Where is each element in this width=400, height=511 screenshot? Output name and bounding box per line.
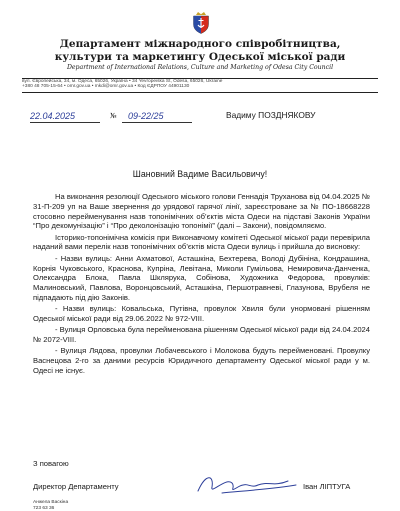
- closing: З повагою: [33, 459, 69, 468]
- executor-name: Анжела Васкіна: [33, 500, 68, 506]
- number-sign: №: [110, 112, 117, 120]
- paragraph: - Вулиця Орловська була перейменована рішенням Одеської міської ради від 24.04.2024 № 2072-VIII.: [33, 325, 370, 345]
- signatory-name: Іван ЛІПТУГА: [303, 482, 350, 491]
- registration-number: 09-22/25: [128, 111, 164, 121]
- date-underline: [30, 122, 100, 123]
- contacts-line: +380 48 705-15-64 • omr.gov.ua • mkdi@omr.gov.ua • Код ЄДРПОУ 44901130: [22, 84, 378, 89]
- registration-block: [30, 108, 210, 132]
- letterhead-address: [22, 79, 378, 89]
- signatory-title: Директор Департаменту: [33, 482, 119, 491]
- addressee: Вадиму ПОЗДНЯКОВУ: [226, 110, 315, 120]
- paragraph: На виконання резолюції Одеського міського голови Геннадія Труханова від 04.04.2025 № 31-П-209 уп на Ваше звернення до урядової гарячої лінії, зареєстроване за № ПО-18668228 стосовно перейменування назв топонімічних об’єктів міста Одеси на підставі Законів України “Про декомунізацію” і “Про деколонізацію топонімії” (далі – Закони), повідомляємо.: [33, 192, 370, 231]
- department-name-line1: Департамент міжнародного співробітництва,: [0, 38, 400, 51]
- address-line: вул. Європейська, 34, м. Одеса, 65026, Україна • 34 Yevropeiska St, Odesa, 65026, Ukraine: [22, 79, 378, 84]
- header-divider-bottom: [22, 92, 378, 93]
- paragraph: - Вулиця Лядова, провулки Лобачевського і Молокова будуть перейменовані. Провулку Васнецова 2-го за даними ресурсів Юридичного департаменту Одеської міської ради у м. Одесі не існує.: [33, 346, 370, 375]
- letterhead: [0, 38, 400, 72]
- paragraph: - Назви вулиць: Ковальська, Путівна, провулок Хвиля були унормовані рішенням Одеської міської ради від 29.06.2022 № 972-VIII.: [33, 304, 370, 324]
- department-name-line2: культури та маркетингу Одеської міської ради: [0, 51, 400, 64]
- odesa-coat-of-arms-icon: [192, 12, 210, 34]
- paragraph: Історико-топонімічна комісія при Виконавчому комітеті Одеської міської ради перевірила наданий вами перелік назв топонімічних об’єктів міста Одеси вулиць і прийшла до висновку:: [33, 233, 370, 253]
- executor-phone: 723 63 36: [33, 506, 68, 511]
- department-name-english: Department of International Relations, Culture and Marketing of Odesa City Council: [0, 64, 400, 72]
- paragraph: - Назви вулиць: Анни Ахматової, Асташкіна, Бехтерева, Володі Дубініна, Кондрашина, Корнія Чуковського, Краснова, Купріна, Левітана, Миколи Гумільова, Немировича-Данченка, Олександра Блока, Павла Шклярука, Собінова, Художника Федорова, провулків: Малиновський, Павлова, Воронцовський, Асташкіна, Першотравневі, Глазунова, Врубеля не підпадають під дію Законів.: [33, 254, 370, 303]
- registration-date: 22.04.2025: [30, 111, 75, 121]
- executor-block: [33, 500, 68, 511]
- greeting: Шановний Вадиме Васильовичу!: [0, 169, 400, 179]
- handwritten-signature: [192, 467, 302, 499]
- number-underline: [122, 122, 192, 123]
- letter-body: [33, 192, 370, 377]
